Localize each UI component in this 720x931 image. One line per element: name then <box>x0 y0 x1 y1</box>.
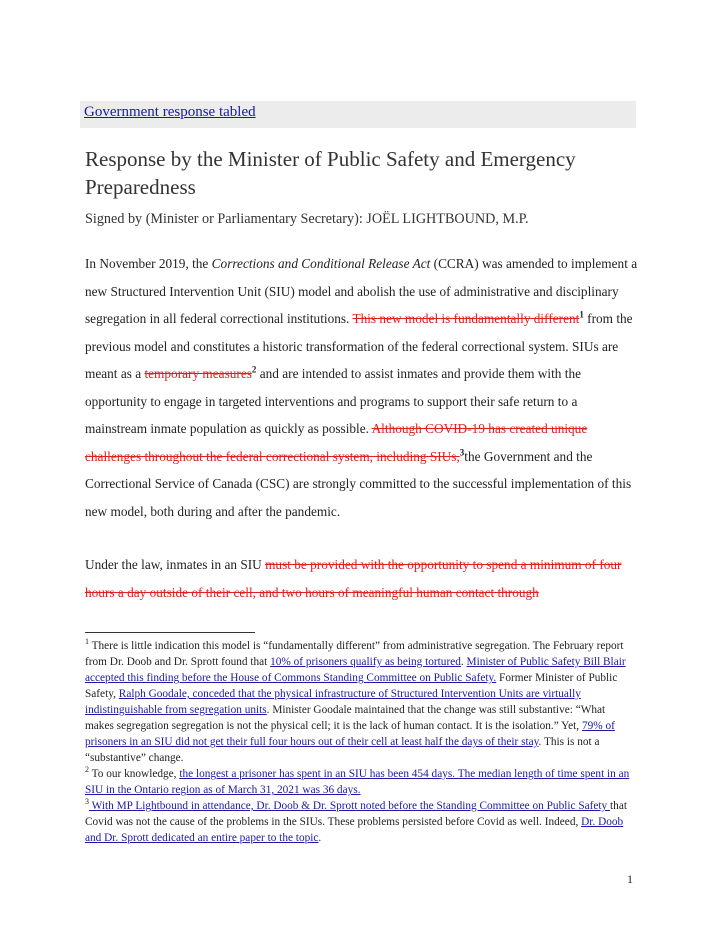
text: Under the law, inmates in an SIU <box>85 557 266 572</box>
footnote-link[interactable]: the longest a prisoner has spent in an SIU has been 454 days. The median length of time spent in an SIU in the Ontario region as of March 31, 2021 was 36 days. <box>85 768 630 796</box>
page-title: Response by the Minister of Public Safety and Emergency Preparedness <box>85 147 576 199</box>
strikethrough-text: Although COVID-19 has created unique challenges throughout the federal correctional system, including SIUs, <box>85 421 588 464</box>
footnote-link[interactable]: Ralph Goodale, conceded that the physical infrastructure of Structured Intervention Units are virtually indistinguishable from segregation units <box>85 688 581 716</box>
strikethrough-text: temporary measures <box>144 366 252 381</box>
text: . <box>460 656 467 668</box>
text: (CCRA) was amended to implement a new Structured Intervention Unit (SIU) model and abolish the use of administrative and disciplinary segregation in all federal correctional institutions. <box>85 256 638 326</box>
footnote-2 <box>85 766 630 798</box>
footnotes <box>85 638 630 846</box>
footnote-number: 1 <box>85 637 89 647</box>
text: To our knowledge, <box>89 768 180 780</box>
strikethrough-text: This new model is fundamentally different <box>352 311 580 326</box>
strikethrough-text: must be provided with the opportunity to spend a minimum of four hours a day outside of their cell, and two hours of meaningful human contact through <box>85 557 622 600</box>
paragraph-1 <box>85 250 640 525</box>
text: from the previous model and constitutes a historic transformation of the federal correctional system. SIUs are meant as a <box>85 311 633 381</box>
text: the Government and the Correctional Service of Canada (CSC) are strongly committed to the successful implementation of this new model, both during and after the pandemic. <box>85 448 632 519</box>
page-number: 1 <box>627 872 633 886</box>
footnote-link[interactable]: Minister of Public Safety Bill Blair accepted this finding before the House of Commons Standing Committee on Public Safety. <box>85 656 626 684</box>
footnote-number: 3 <box>85 797 89 807</box>
text: . <box>318 832 322 844</box>
text: In November 2019, the <box>85 256 212 271</box>
text: that Covid was not the cause of the problems in the SIUs. These problems persisted before Covid as well. Indeed, <box>85 800 627 828</box>
text: Former Minister of Public Safety, <box>85 672 618 700</box>
footnote-3 <box>85 798 630 846</box>
act-name: Corrections and Conditional Release Act <box>211 256 431 271</box>
footnote-ref-1[interactable]: 1 <box>579 309 584 320</box>
status-banner <box>80 101 636 128</box>
footnote-divider <box>85 632 255 633</box>
signed-by-line: Signed by (Minister or Parliamentary Secretary): JOËL LIGHTBOUND, M.P. <box>85 211 529 227</box>
paragraph-2 <box>85 551 640 606</box>
footnote-ref-2[interactable]: 2 <box>251 364 257 375</box>
response-body <box>85 250 640 606</box>
footnote-ref-3[interactable]: 3 <box>459 447 465 458</box>
footnote-link[interactable]: 79% of prisoners in an SIU did not get their full four hours out of their cell at least half the days of their stay <box>85 720 615 748</box>
government-response-link[interactable]: Government response tabled <box>84 104 256 120</box>
text: and are intended to assist inmates and provide them with the opportunity to engage in targeted interventions and programs to support their safe return to a mainstream inmate population as quickly as possible. <box>85 366 581 436</box>
footnote-link[interactable]: Dr. Doob and Dr. Sprott dedicated an entire paper to the topic <box>85 816 624 844</box>
footnote-1 <box>85 638 630 766</box>
footnote-number: 2 <box>85 765 89 775</box>
text: . Minister Goodale maintained that the change was still substantive: “What makes segregation segregation is not the physical cell; it is the lack of human contact. It is the isolation.” Yet, <box>85 704 606 732</box>
text: . This is not a “substantive” change. <box>85 736 600 764</box>
text: There is little indication this model is “fundamentally different” from administrative segregation. The February report from Dr. Doob and Dr. Sprott found that <box>85 640 624 668</box>
footnote-link[interactable]: 10% of prisoners qualify as being tortured <box>270 656 461 668</box>
footnote-link[interactable]: With MP Lightbound in attendance, Dr. Doob & Dr. Sprott noted before the Standing Committee on Public Safety <box>89 800 611 812</box>
